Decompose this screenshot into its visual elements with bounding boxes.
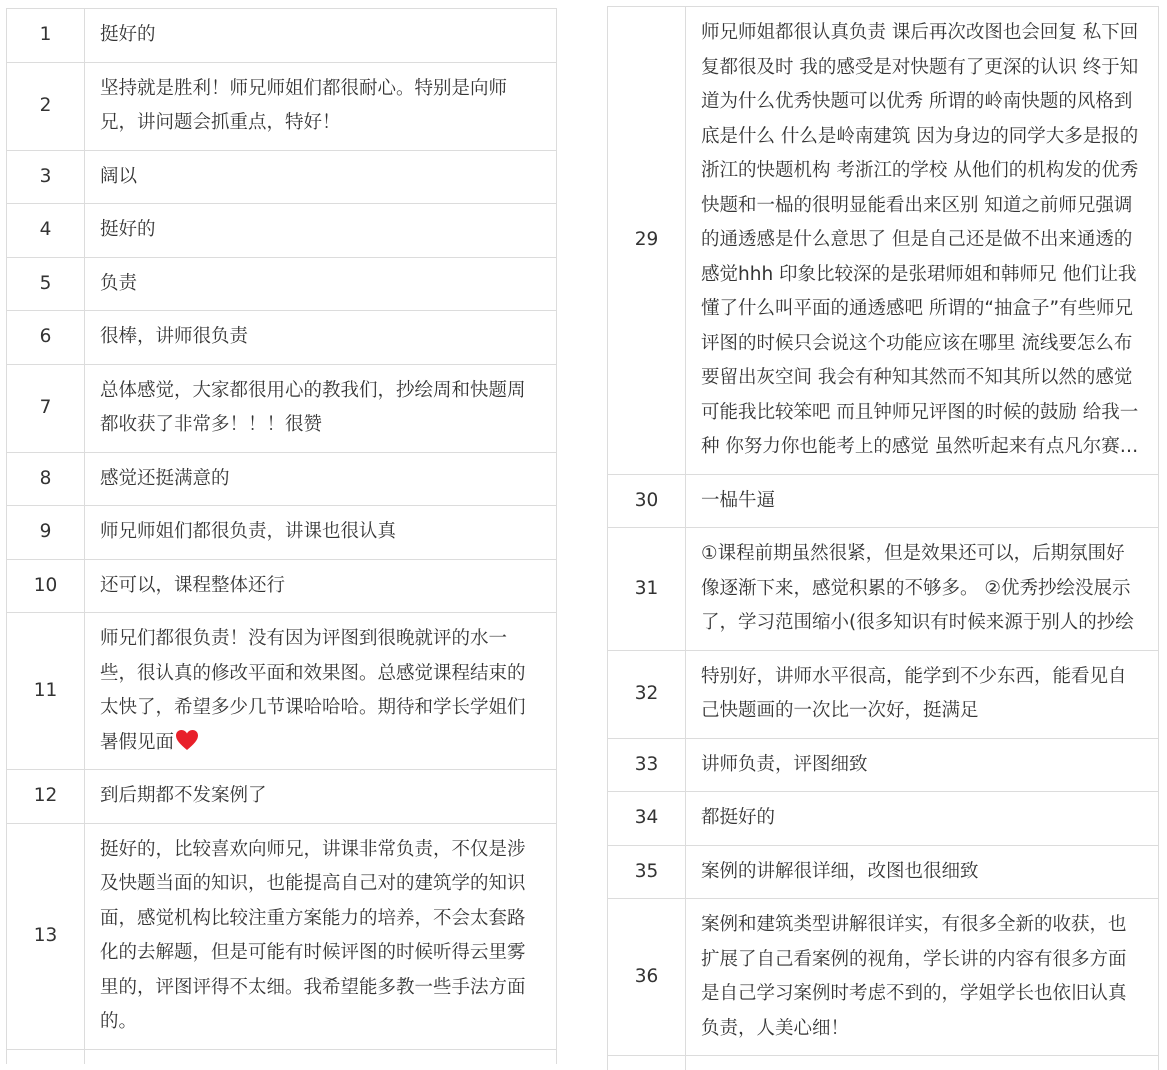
table-row xyxy=(608,792,1159,846)
row-comment xyxy=(686,7,1159,475)
row-comment xyxy=(686,474,1159,528)
comment-text: 师兄们都很负责！没有因为评图到很晚就评的水一些，很认真的修改平面和效果图。总感觉课程结束的太快了，希望多少几节课哈哈哈。期待和学长学姐们暑假见面 xyxy=(100,628,526,753)
row-number: 10 xyxy=(7,559,85,613)
comment-text: ①课程前期虽然很紧，但是效果还可以，后期氛围好像逐渐下来，感觉积累的不够多。 ②优秀抄绘没展示了，学习范围缩小(很多知识有时候来源于别人的抄绘 xyxy=(701,543,1134,633)
table-row xyxy=(7,62,557,150)
row-number: 32 xyxy=(608,650,686,738)
comment-text: 师兄师姐都很认真负责 课后再次改图也会回复 私下回复都很及时 我的感受是对快题有了更深的认识 终于知道为什么优秀快题可以优秀 所谓的岭南快题的风格到底是什么 什么是岭南建筑 因为身边的同学大多是报的浙江的快题机构 考浙江的学校 从他们的机构发的优秀快题和一榀的很明显能看出来区别 知道之前师兄强调的通透感是什么意思了 但是自己还是做不出来通透的感觉hhh 印象比较深的是张珺师姐和韩师兄 他们让我懂了什么叫平面的通透感吧 所谓的“抽盒子”有些师兄评图的时候只会说这个功能应该在哪里 流线要怎么布要留出灰空间 我会有种知其然而不知其所以然的感觉 可能我比较笨吧 而且钟师兄评图的时候的鼓励 给我一种 你努力你也能考上的感觉 虽然听起来有点凡尔赛… xyxy=(701,22,1139,457)
table-row-partial xyxy=(7,1049,557,1064)
table-row xyxy=(608,899,1159,1056)
row-comment xyxy=(85,204,557,258)
row-comment xyxy=(85,62,557,150)
row-comment xyxy=(686,792,1159,846)
table-row xyxy=(7,257,557,311)
comment-text: 总体感觉，大家都很用心的教我们，抄绘周和快题周都收获了非常多！！！很赞 xyxy=(100,379,526,435)
comment-text: 负责 xyxy=(100,272,138,294)
row-comment xyxy=(85,506,557,560)
row-comment xyxy=(85,452,557,506)
comment-text: 挺好的 xyxy=(100,219,156,240)
table-row xyxy=(7,204,557,258)
row-number: 7 xyxy=(7,364,85,452)
right-feedback-table xyxy=(607,6,1159,1070)
table-row xyxy=(608,845,1159,899)
row-number: 30 xyxy=(608,474,686,528)
table-row xyxy=(608,528,1159,651)
row-number: 29 xyxy=(608,7,686,475)
table-row xyxy=(7,770,557,824)
comment-text: 很棒，讲师很负责 xyxy=(100,326,249,347)
row-comment-empty xyxy=(85,1049,557,1064)
row-comment xyxy=(686,845,1159,899)
table-row xyxy=(7,150,557,204)
row-number: 6 xyxy=(7,311,85,365)
row-comment xyxy=(85,559,557,613)
row-number: 34 xyxy=(608,792,686,846)
table-row xyxy=(7,506,557,560)
table-row xyxy=(7,452,557,506)
red-heart-icon xyxy=(175,729,199,751)
comment-text: 挺好的，比较喜欢向师兄，讲课非常负责，不仅是涉及快题当面的知识，也能提高自己对的建筑学的知识面，感觉机构比较注重方案能力的培养，不会太套路化的去解题，但是可能有时候评图的时候听得云里雾里的，评图评得不太细。我希望能多教一些手法方面的。 xyxy=(100,838,526,1032)
table-row xyxy=(608,474,1159,528)
left-feedback-table xyxy=(6,8,557,1064)
row-comment xyxy=(85,257,557,311)
table-row xyxy=(608,738,1159,792)
table-row-partial xyxy=(608,1056,1159,1070)
row-comment-empty xyxy=(686,1056,1159,1070)
comment-text: 阔以 xyxy=(100,165,138,187)
row-comment xyxy=(686,528,1159,651)
row-number: 31 xyxy=(608,528,686,651)
row-comment xyxy=(85,823,557,1049)
row-comment xyxy=(85,150,557,204)
comment-text: 坚持就是胜利！师兄师姐们都很耐心。特别是向师兄，讲问题会抓重点，特好！ xyxy=(100,77,508,133)
row-number: 5 xyxy=(7,257,85,311)
table-row xyxy=(7,613,557,770)
comment-text: 案例和建筑类型讲解很详实，有很多全新的收获，也扩展了自己看案例的视角，学长讲的内容有很多方面是自己学习案例时考虑不到的，学姐学长也依旧认真负责，人美心细！ xyxy=(701,914,1127,1039)
row-number: 13 xyxy=(7,823,85,1049)
comment-text: 一榀牛逼 xyxy=(701,489,776,511)
row-comment xyxy=(85,613,557,770)
row-number: 35 xyxy=(608,845,686,899)
row-number-empty xyxy=(7,1049,85,1064)
row-number: 33 xyxy=(608,738,686,792)
comment-text: 还可以，课程整体还行 xyxy=(100,574,286,596)
table-row xyxy=(7,311,557,365)
row-number-empty xyxy=(608,1056,686,1070)
row-comment xyxy=(686,899,1159,1056)
table-row xyxy=(7,823,557,1049)
row-comment xyxy=(686,738,1159,792)
row-number: 11 xyxy=(7,613,85,770)
row-number: 3 xyxy=(7,150,85,204)
comment-text: 讲师负责，评图细致 xyxy=(701,753,868,775)
row-comment xyxy=(85,311,557,365)
comment-text: 都挺好的 xyxy=(701,807,776,828)
comment-text: 案例的讲解很详细，改图也很细致 xyxy=(701,860,979,882)
row-number: 8 xyxy=(7,452,85,506)
row-comment xyxy=(686,650,1159,738)
row-comment xyxy=(85,9,557,63)
row-number: 36 xyxy=(608,899,686,1056)
comment-text: 挺好的 xyxy=(100,24,156,45)
comment-text: 特别好，讲师水平很高，能学到不少东西，能看见自己快题画的一次比一次好，挺满足 xyxy=(701,665,1127,721)
table-row xyxy=(608,650,1159,738)
table-row xyxy=(7,559,557,613)
comment-text: 师兄师姐们都很负责，讲课也很认真 xyxy=(100,521,397,542)
row-number: 1 xyxy=(7,9,85,63)
table-row xyxy=(7,364,557,452)
comment-text: 感觉还挺满意的 xyxy=(100,467,230,489)
row-number: 4 xyxy=(7,204,85,258)
table-row xyxy=(7,9,557,63)
row-number: 9 xyxy=(7,506,85,560)
comment-text: 到后期都不发案例了 xyxy=(100,785,267,806)
row-comment xyxy=(85,770,557,824)
row-comment xyxy=(85,364,557,452)
row-number: 2 xyxy=(7,62,85,150)
row-number: 12 xyxy=(7,770,85,824)
table-row xyxy=(608,7,1159,475)
